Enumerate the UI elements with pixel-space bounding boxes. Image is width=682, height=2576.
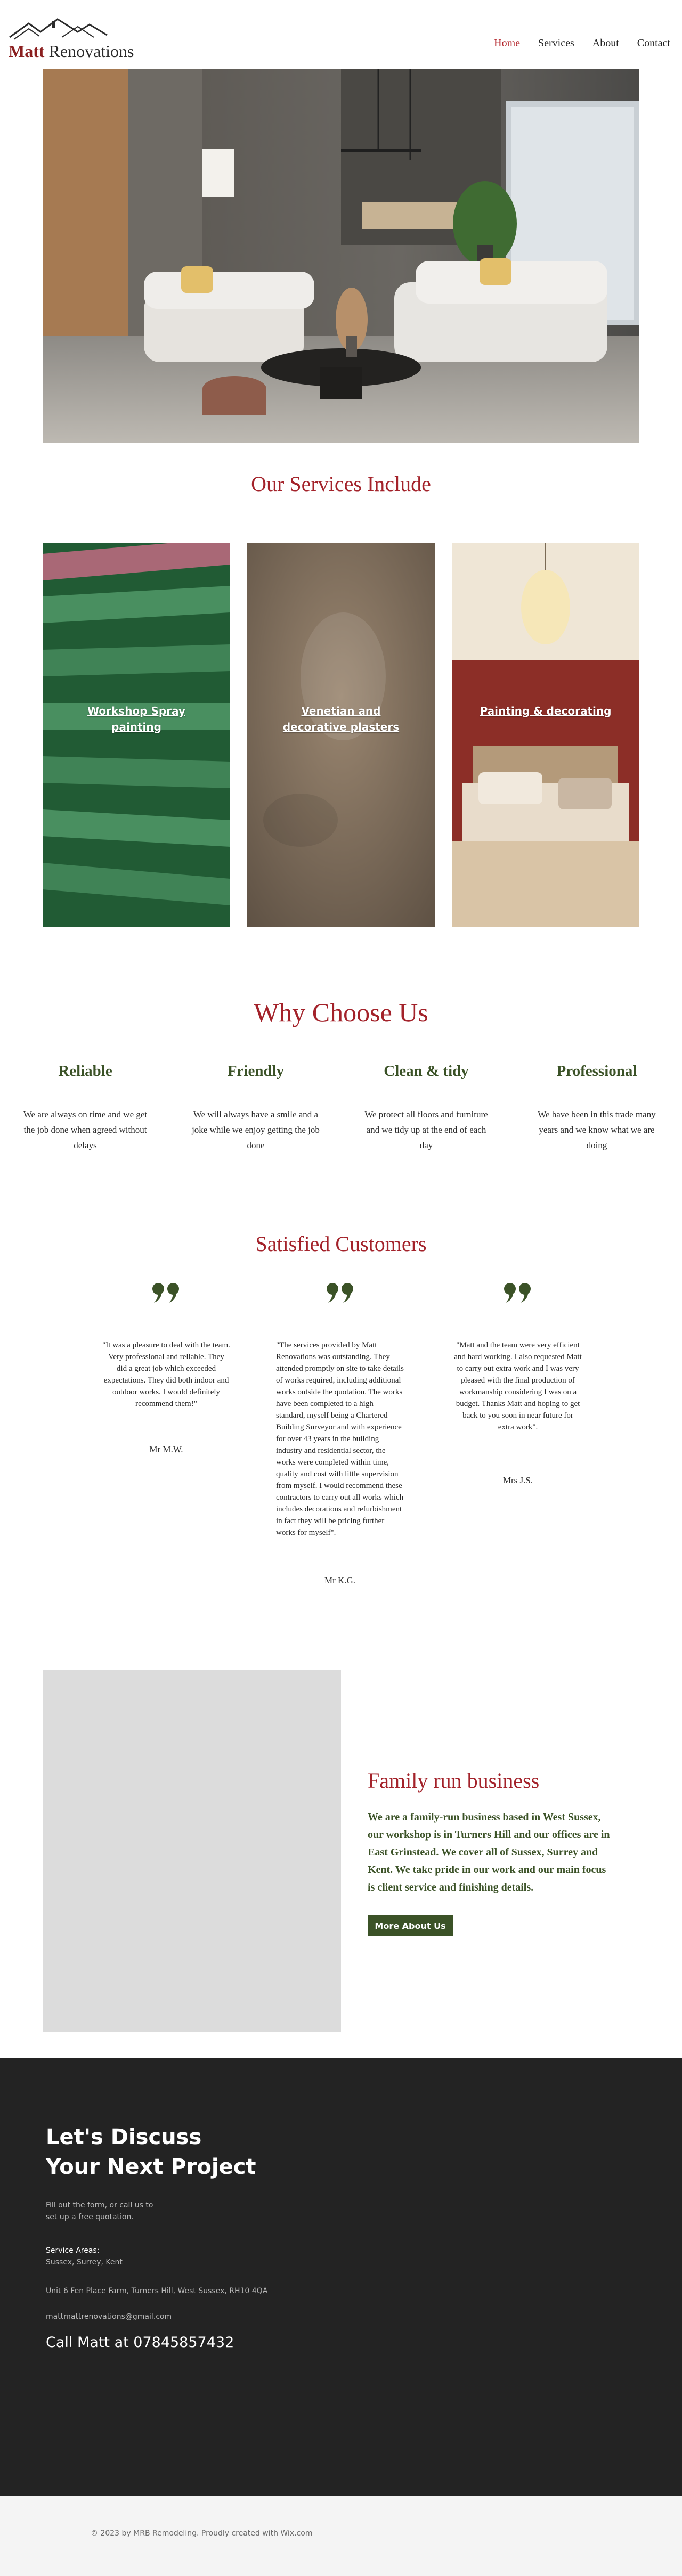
service-card-spray[interactable] [43,543,230,927]
services-title: Our Services Include [251,472,431,496]
why-text: We protect all floors and furniture and we tidy up at the end of each day [364,1109,488,1150]
service-card-plaster[interactable] [247,543,435,927]
service-label-spray[interactable]: Workshop Spray painting [87,705,185,733]
more-about-us-button[interactable]: More About Us [368,1915,453,1936]
family-text: We are a family-run business based in West Sussex, our workshop is in Turners Hill and our offices are in East Grinstead. We cover all of Sussex, Surrey and Kent. We take pride in our work and our main focus is client service and finishing details. [368,1811,610,1893]
why-heading: Friendly [227,1062,285,1080]
contact-intro-line1: Fill out the form, or call us to [46,2201,153,2210]
main-nav [494,37,670,50]
logo-name-first: Matt [9,42,45,61]
why-professional [517,1062,677,1153]
service-card-painting[interactable] [452,543,639,927]
bedroom-image [452,543,639,927]
testimonial-text: "Matt and the team were very efficient and hard working. I also requested Matt to carry out extra work and I was very pleased with the final production of workmanship considering I was on a budget. Thanks Matt and hoping to get back to you soon in near future for extra work". [454,1341,582,1432]
why-heading: Professional [556,1062,637,1080]
contact-heading-line2: Your Next Project [46,2155,256,2179]
why-reliable [5,1062,165,1153]
family-title: Family run business [368,1769,540,1793]
service-areas-label: Service Areas: [46,2246,100,2255]
hero-image [43,69,639,443]
testimonial-text: "It was a pleasure to deal with the team. Very professional and reliable. They did a great job which exceeded expectations. They did both indoor and outdoor works. I would definitely recommend them!" [102,1341,230,1408]
call-phone[interactable]: Call Matt at 07845857432 [46,2334,234,2351]
site-header [0,0,682,69]
footer-text: © 2023 by MRB Remodeling. Proudly created with Wix.com [91,2529,313,2538]
living-room-illustration [43,69,639,443]
why-clean [346,1062,506,1153]
why-text: We are always on time and we get the job done when agreed without delays [23,1109,148,1150]
service-label-plaster[interactable]: Venetian and decorative plasters [282,705,400,733]
email-link[interactable]: mattmattrenovations@gmail.com [46,2312,172,2321]
site-footer [0,2496,682,2576]
why-heading: Reliable [58,1062,112,1080]
family-image-placeholder [43,1670,341,2032]
why-friendly [176,1062,336,1153]
testimonial-text: "The services provided by Matt Renovations was outstanding. They attended promptly on site to take details of works required, including additional works outside the quotation. The works have been completed to a high standard, myself being a Chartered Building Surveyor and with experience for over 43 years in the building industry and residential sector, the works were completed within time, quality and cost with little supervision from myself. I would recommend these contractors to carry out all works which includes decorations and refurbishment in fact they will be pricing further works for myself". [276,1341,404,1537]
nav-item-about[interactable]: About [592,37,619,49]
logo-text [9,42,134,61]
nav-item-contact[interactable]: Contact [637,37,670,49]
service-areas: Sussex, Surrey, Kent [46,2258,123,2267]
contact-section [0,2058,682,2496]
service-label-painting[interactable]: Painting & decorating [480,705,612,717]
contact-intro [46,2199,153,2223]
quote-icon [151,1282,183,1304]
logo-name-second: Renovations [48,42,134,61]
nav-item-home[interactable]: Home [494,37,521,49]
contact-intro-line2: set up a free quotation. [46,2213,134,2221]
contact-heading-line1: Let's Discuss [46,2125,202,2149]
why-heading: Clean & tidy [384,1062,469,1080]
contact-heading [46,2122,256,2182]
why-title: Why Choose Us [254,997,428,1027]
spray-booth-image [43,543,230,927]
testimonials-title: Satisfied Customers [255,1232,427,1256]
logo[interactable] [9,16,136,64]
nav-item-services[interactable]: Services [538,37,574,49]
testimonial-author: Mr K.G. [324,1575,356,1585]
why-text: We have been in this trade many years and we know what we are doing [538,1109,656,1150]
testimonial-author: Mr M.W. [149,1444,183,1454]
testimonial-author: Mrs J.S. [502,1475,533,1485]
quote-icon [502,1282,534,1304]
quote-icon [325,1282,357,1304]
plaster-texture-image [247,543,435,927]
why-text: We will always have a smile and a joke while we enjoy getting the job done [192,1109,320,1150]
address: Unit 6 Fen Place Farm, Turners Hill, West Sussex, RH10 4QA [46,2287,268,2295]
